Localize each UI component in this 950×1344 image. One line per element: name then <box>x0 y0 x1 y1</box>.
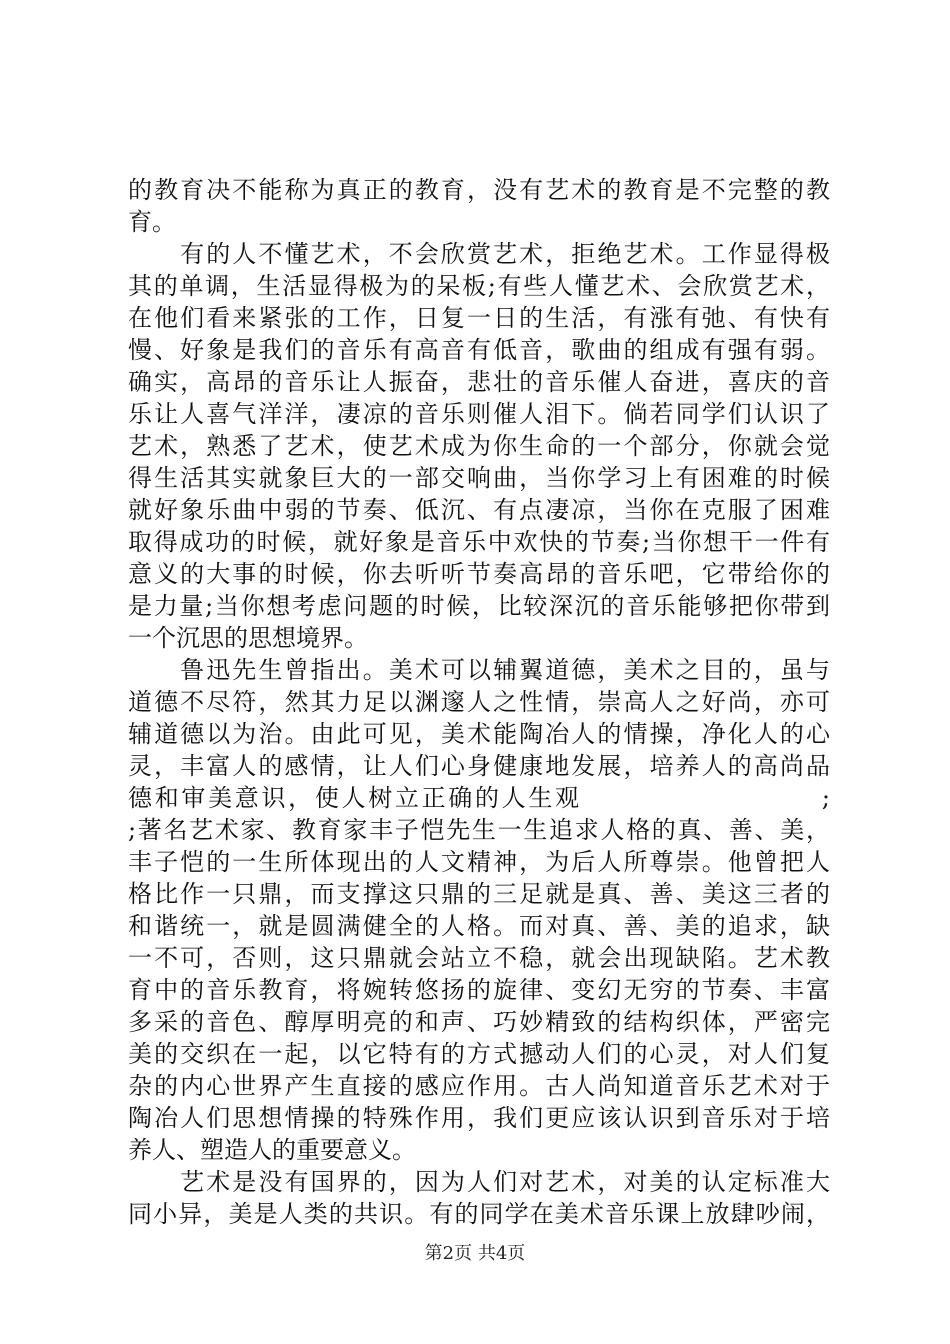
text-line: 其的单调，生活显得极为的呆板;有些人懂艺术、会欣赏艺术， <box>128 272 830 300</box>
text-line: 养人、塑造人的重要意义。 <box>128 1136 416 1164</box>
text-line: 艺术是没有国界的，因为人们对艺术，对美的认定标准大 <box>128 1168 830 1196</box>
text-line: ;著名艺术家、教育家丰子恺先生一生追求人格的真、善、美， <box>128 816 830 844</box>
text-line: 育中的音乐教育，将婉转悠扬的旋律、变幻无穷的节奏、丰富 <box>128 976 830 1004</box>
text-line: 就好象乐曲中弱的节奏、低沉、有点凄凉，当你在克服了困难 <box>128 496 830 524</box>
text-line: 鲁迅先生曾指出。美术可以辅翼道德，美术之目的，虽与 <box>128 656 830 684</box>
text-line: 的教育决不能称为真正的教育，没有艺术的教育是不完整的教 <box>128 176 830 204</box>
text-line: 和谐统一，就是圆满健全的人格。而对真、善、美的追求，缺 <box>128 912 830 940</box>
text-line: 慢、好象是我们的音乐有高音有低音，歌曲的组成有强有弱。 <box>128 336 830 364</box>
text-line: 丰子恺的一生所体现出的人文精神，为后人所尊崇。他曾把人 <box>128 848 830 876</box>
text-line: 格比作一只鼎，而支撑这只鼎的三足就是真、善、美这三者的 <box>128 880 830 908</box>
text-line: 得生活其实就象巨大的一部交响曲，当你学习上有困难的时候 <box>128 464 830 492</box>
text-line: 有的人不懂艺术，不会欣赏艺术，拒绝艺术。工作显得极 <box>128 240 830 268</box>
text-line: 灵，丰富人的感情，让人们心身健康地发展，培养人的高尚品 <box>128 752 830 780</box>
text-line: 乐让人喜气洋洋，凄凉的音乐则催人泪下。倘若同学们认识了 <box>128 400 830 428</box>
page-footer <box>0 1242 950 1266</box>
text-line: 取得成功的时候，就好象是音乐中欢快的节奏;当你想干一件有 <box>128 528 830 556</box>
text-line: 育。 <box>128 208 176 236</box>
text-line: 确实，高昂的音乐让人振奋，悲壮的音乐催人奋进，喜庆的音 <box>128 368 830 396</box>
text-line: 一不可，否则，这只鼎就会站立不稳，就会出现缺陷。艺术教 <box>128 944 830 972</box>
text-line: 道德不尽符，然其力足以渊邃人之性情，崇高人之好尚，亦可 <box>128 688 830 716</box>
text-line: 一个沉思的思想境界。 <box>128 624 368 652</box>
text-line: 杂的内心世界产生直接的感应作用。古人尚知道音乐艺术对于 <box>128 1072 830 1100</box>
text-line: 辅道德以为治。由此可见，美术能陶冶人的情操，净化人的心 <box>128 720 830 748</box>
text-line: 意义的大事的时候，你去听听节奏高昂的音乐吧，它带给你的 <box>128 560 830 588</box>
text-line: 同小异，美是人类的共识。有的同学在美术音乐课上放肆吵闹， <box>128 1200 830 1228</box>
document-body <box>128 174 830 1230</box>
page-number-label: 第2页 共4页 <box>424 1243 526 1264</box>
text-line: 在他们看来紧张的工作，日复一日的生活，有涨有弛、有快有 <box>128 304 830 332</box>
text-line: 是力量;当你想考虑问题的时候，比较深沉的音乐能够把你带到 <box>128 592 830 620</box>
text-line: 美的交织在一起，以它特有的方式撼动人们的心灵，对人们复 <box>128 1040 830 1068</box>
text-line: 德和审美意识，使人树立正确的人生观 ; <box>128 784 830 812</box>
text-line: 陶冶人们思想情操的特殊作用，我们更应该认识到音乐对于培 <box>128 1104 830 1132</box>
text-line: 多采的音色、醇厚明亮的和声、巧妙精致的结构织体，严密完 <box>128 1008 830 1036</box>
text-line: 艺术，熟悉了艺术，使艺术成为你生命的一个部分，你就会觉 <box>128 432 830 460</box>
